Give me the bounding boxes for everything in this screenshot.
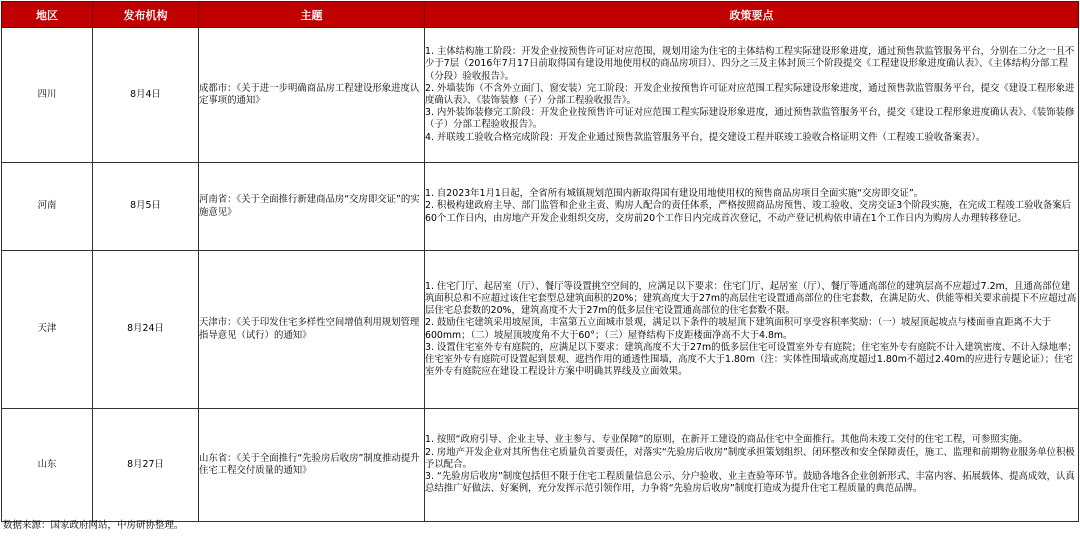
policy-table-container bbox=[1, 1, 1078, 522]
topic-cell: 河南省：《关于全面推行新建商品房“交房即交证”的实施意见》 bbox=[199, 163, 425, 251]
points-cell bbox=[425, 163, 1079, 251]
region-cell: 天津 bbox=[2, 251, 93, 409]
region-cell: 山东 bbox=[2, 409, 93, 522]
table-row bbox=[2, 28, 1079, 163]
table-row bbox=[2, 163, 1079, 251]
data-source-note: 数据来源：国家政府网站，中房研协整理。 bbox=[3, 520, 184, 531]
date-cell: 8月24日 bbox=[93, 251, 199, 409]
points-cell bbox=[425, 409, 1079, 522]
date-cell: 8月27日 bbox=[93, 409, 199, 522]
header-agency: 发布机构 bbox=[93, 2, 199, 28]
header-region: 地区 bbox=[2, 2, 93, 28]
points-cell bbox=[425, 251, 1079, 409]
table-row bbox=[2, 251, 1079, 409]
topic-cell: 天津市：《关于印发住宅多样性空间增值利用规划管理指导意见（试行）的通知》 bbox=[199, 251, 425, 409]
policy-point: 1. 按照“政府引导、企业主导、业主参与、专业保障”的原则，在新开工建设的商品住宅中全面推行。其他尚未竣工交付的住宅工程，可参照实施。 bbox=[425, 434, 1028, 446]
region-cell: 四川 bbox=[2, 28, 93, 163]
policy-point: 3. 设置住宅室外专有庭院的，应满足以下要求：建筑高度不大于27m的低多层住宅可设置室外专有庭院；住宅室外专有庭院不计入建筑密度、不计入绿地率；住宅室外专有庭院可设置起到景观、遮挡作用的通透性围墙，高度不大于1.80m（注：实体性围墙或高度超过1.80m不超过2.40m的应进行专题论证）；住宅室外专有庭院应在建设工程设计方案中明确其界线及立面效果。 bbox=[425, 341, 1077, 378]
table-header-row bbox=[2, 2, 1079, 28]
date-cell: 8月5日 bbox=[93, 163, 199, 251]
policy-point: 4. 并联竣工验收合格完成阶段：开发企业通过预售款监管服务平台，提交建设工程并联竣工验收合格证明文件（工程竣工验收备案表）。 bbox=[425, 131, 986, 143]
policy-point: 2. 房地产开发企业对其所售住宅质量负首要责任，对落实“先验房后收房”制度承担策划组织、闭环整改和安全保障责任，施工、监理和前期物业服务单位积极予以配合。 bbox=[425, 446, 1075, 470]
policy-point: 2. 鼓励住宅建筑采用坡屋顶，丰富第五立面城市景观，满足以下条件的坡屋顶下建筑面积可享受容积率奖励：（一）坡屋顶起坡点与楼面垂直距离不大于600mm；（二）坡屋顶坡度角不大于60°；（三）屋脊结构下皮距楼面净高不大于4.8m。 bbox=[425, 317, 1051, 341]
policy-point: 3. “先验房后收房”制度包括但不限于住宅工程质量信息公示、分户验收、业主查验等环节。鼓励各地各企业创新形式、丰富内容、拓展载体、提高成效，认真总结推广好做法、好案例，充分发挥示范引领作用，力争将“先验房后收房”制度打造成为提升住宅工程质量的典范品牌。 bbox=[425, 471, 1075, 495]
policy-point: 3. 内外装饰装修完工阶段：开发企业按预售许可证对应范围工程实际建设形象进度，通过预售款监管服务平台，提交《建设工程形象进度确认表》、《装饰装修（子）分部工程验收报告》。 bbox=[425, 107, 1075, 131]
points-cell bbox=[425, 28, 1079, 163]
date-cell: 8月4日 bbox=[93, 28, 199, 163]
header-topic: 主题 bbox=[199, 2, 425, 28]
policy-point: 1. 住宅门厅、起居室（厅）、餐厅等设置挑空空间的，应满足以下要求：住宅门厅、起居室（厅）、餐厅等通高部位的建筑层高不应超过7.2m，且通高部位建筑面积总和不应超过该住宅套型总建筑面积的20%；建筑高度大于27m的高层住宅设置通高部位的住宅套数，在满足防火、供能等相关要求前提下不应超过高层住宅总套数的20%，建筑高度不大于27m的低多层住宅设置通高部位的住宅套数不限。 bbox=[425, 280, 1077, 317]
topic-cell: 成都市：《关于进一步明确商品房工程建设形象进度认定事项的通知》 bbox=[199, 28, 425, 163]
table-row bbox=[2, 409, 1079, 522]
policy-point: 1. 自2023年1月1日起，全省所有城镇规划范围内新取得国有建设用地使用权的预售商品房项目全面实施“交房即交证”。 bbox=[425, 188, 924, 200]
header-points: 政策要点 bbox=[425, 2, 1079, 28]
policy-table bbox=[1, 1, 1079, 522]
topic-cell: 山东省：《关于全面推行“先验房后收房”制度推动提升住宅工程交付质量的通知》 bbox=[199, 409, 425, 522]
policy-point: 2. 外墙装饰（不含外立面门、窗安装）完工阶段：开发企业按预售许可证对应范围工程实际建设形象进度，通过预售款监管服务平台，提交《建设工程形象进度确认表》、《装饰装修（子）分部工程验收报告》。 bbox=[425, 82, 1075, 106]
policy-point: 1. 主体结构施工阶段：开发企业按预售许可证对应范围，规划用途为住宅的主体结构工程实际建设形象进度，通过预售款监管服务平台，分别在二分之一且不少于7层（2016年7月17日前取得国有建设用地使用权的商品房项目）、四分之三及主体封顶三个阶段提交《工程建设形象进度确认表》、《主体结构分部工程（分段）验收报告》。 bbox=[425, 46, 1075, 82]
region-cell: 河南 bbox=[2, 163, 93, 251]
policy-point: 2. 积极构建政府主导、部门监管和企业主责、购房人配合的责任体系，严格按照商品房预售、竣工验收、交房交证3个阶段实施，在完成工程竣工验收备案后60个工作日内，由房地产开发企业组织交房，交房前20个工作日内完成首次登记，不动产登记机构依申请在1个工作日内为购房人办理转移登记。 bbox=[425, 200, 1072, 224]
